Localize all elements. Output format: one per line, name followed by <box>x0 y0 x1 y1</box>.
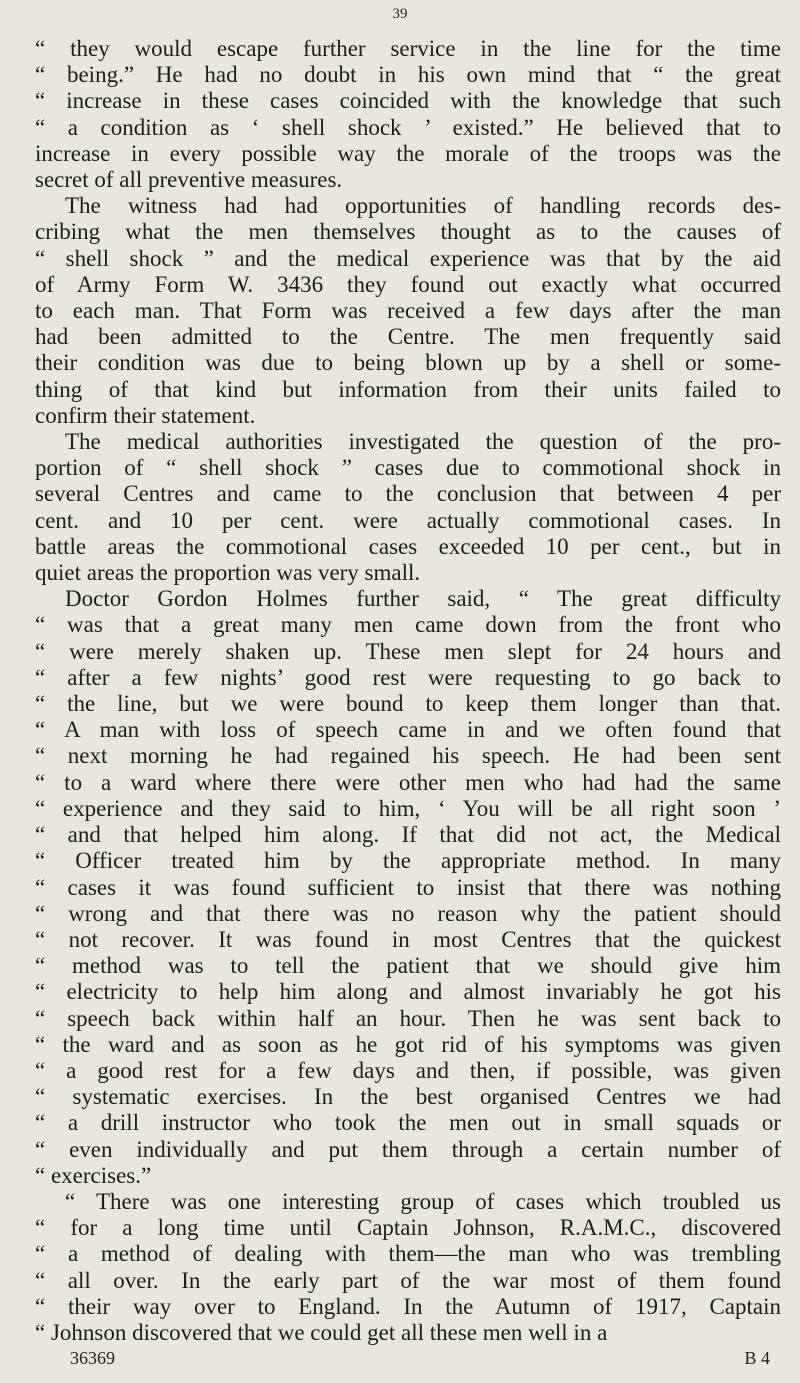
page-footer <box>70 1348 770 1369</box>
text-line: “ they would escape further service in the line for the time <box>35 36 781 61</box>
paragraph <box>35 429 781 586</box>
body-text <box>35 36 781 1346</box>
text-line: their condition was due to being blown up by a shell or some- <box>35 350 781 376</box>
text-line: “ increase in these cases coincided with the knowledge that such <box>35 88 781 114</box>
paragraph <box>35 36 781 193</box>
text-line: “ a method of dealing with them—the man who was trembling <box>35 1241 781 1267</box>
text-line: “ wrong and that there was no reason why the patient should <box>35 900 781 926</box>
text-line: “ was that a great many men came down from the front who <box>35 612 781 638</box>
text-line: “ to a ward where there were other men who had had the same <box>35 769 781 795</box>
text-line: “ their way over to England. In the Autumn of 1917, Captain <box>35 1293 781 1319</box>
text-line: “ There was one interesting group of cases which troubled us <box>65 1188 781 1214</box>
text-line: of Army Form W. 3436 they found out exactly what occurred <box>35 271 781 297</box>
text-line: “ after a few nights’ good rest were requesting to go back to <box>35 664 781 690</box>
text-line: “ Officer treated him by the appropriate method. In many <box>35 848 781 874</box>
text-line: “ Johnson discovered that we could get all these men well in a <box>35 1319 608 1345</box>
paragraph <box>35 586 781 1189</box>
text-line: “ experience and they said to him, ‘ You will be all right soon ’ <box>35 795 781 821</box>
text-line: “ even individually and put them through a certain number of <box>35 1136 781 1162</box>
text-line: The medical authorities investigated the question of the pro- <box>65 429 781 455</box>
text-line: had been admitted to the Centre. The men frequently said <box>35 324 781 350</box>
text-line: confirm their statement. <box>35 402 256 428</box>
text-line: “ electricity to help him along and almost invariably he got his <box>35 979 781 1005</box>
text-line: “ A man with loss of speech came in and we often found that <box>35 717 781 743</box>
text-line: “ were merely shaken up. These men slept for 24 hours and <box>35 638 781 664</box>
text-line: “ the line, but we were bound to keep them longer than that. <box>35 691 781 717</box>
text-line: thing of that kind but information from their units failed to <box>35 376 781 402</box>
text-line: “ a drill instructor who took the men out in small squads or <box>35 1110 781 1136</box>
text-line: cent. and 10 per cent. were actually commotional cases. In <box>35 507 781 533</box>
text-line: cribing what the men themselves thought as to the causes of <box>35 219 781 245</box>
text-line: “ and that helped him along. If that did not act, the Medical <box>35 822 781 848</box>
text-line: to each man. That Form was received a few days after the man <box>35 298 781 324</box>
text-line: “ a good rest for a few days and then, if possible, was given <box>35 1057 781 1083</box>
page-number: 39 <box>392 6 408 22</box>
paragraph <box>35 193 781 429</box>
paragraph <box>35 1189 781 1346</box>
text-line: “ speech back within half an hour. Then he was sent back to <box>35 1005 781 1031</box>
text-line: “ not recover. It was found in most Centres that the quickest <box>35 926 781 952</box>
text-line: secret of all preventive measures. <box>35 167 343 193</box>
text-line: “ shell shock ” and the medical experience was that by the aid <box>35 245 781 271</box>
text-line: “ cases it was found sufficient to insist that there was nothing <box>35 874 781 900</box>
text-line: “ systematic exercises. In the best organised Centres we had <box>35 1084 781 1110</box>
text-line: “ method was to tell the patient that we should give him <box>35 953 781 979</box>
text-line: “ all over. In the early part of the war most of them found <box>35 1267 781 1293</box>
text-line: “ being.” He had no doubt in his own mind that “ the great <box>35 62 781 88</box>
text-line: portion of “ shell shock ” cases due to commotional shock in <box>35 455 781 481</box>
text-line: several Centres and came to the conclusion that between 4 per <box>35 481 781 507</box>
text-line: “ a condition as ‘ shell shock ’ existed.” He believed that to <box>35 114 781 140</box>
text-line: “ the ward and as soon as he got rid of his symptoms was given <box>35 1031 781 1057</box>
text-line: increase in every possible way the morale of the troops was the <box>35 140 781 166</box>
text-line: “ exercises.” <box>35 1162 152 1188</box>
signature-mark: B 4 <box>744 1348 770 1368</box>
print-code: 36369 <box>70 1348 115 1368</box>
text-line: The witness had had opportunities of handling records des- <box>65 193 781 219</box>
text-line: “ next morning he had regained his speech. He had been sent <box>35 743 781 769</box>
text-line: “ for a long time until Captain Johnson, R.A.M.C., discovered <box>35 1215 781 1241</box>
text-line: quiet areas the proportion was very small. <box>35 560 421 586</box>
text-line: battle areas the commotional cases exceeded 10 per cent., but in <box>35 533 781 559</box>
text-line: Doctor Gordon Holmes further said, “ The great difficulty <box>65 586 781 612</box>
